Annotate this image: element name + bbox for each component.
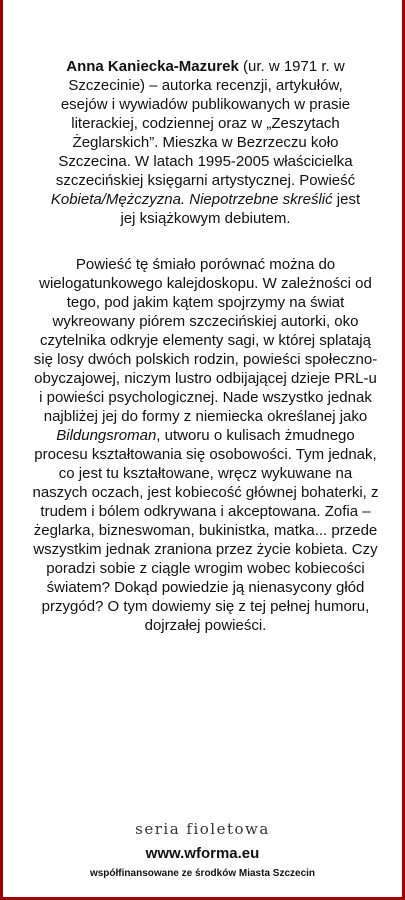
book-description [31, 255, 380, 635]
series-name: seria fioletowa [135, 820, 270, 838]
author-name: Anna Kaniecka-Mazurek [66, 58, 239, 75]
funding-note: współfinansowane ze środków Miasta Szczecin [89, 868, 316, 879]
book-title: Kobieta/Mężczyzna. Niepotrzebne skreślić [50, 191, 333, 208]
publisher-url: www.wforma.eu [145, 845, 260, 862]
description-text-1: Powieść tę śmiało porównać można do wielogatunkowego kalejdoskopu. W zależności od tego, pod jakim kątem spojrzymy na świat wykreowany piórem szczecińskiej autorki, oko czytelnika odkryje elementy sagi, w której splatają się losy dwóch polskich rodzin, powieści społeczno-obyczajowej, niczym lustro odbijającej dzieje PRL-u i powieści psychologicznej. Nade wszystko jednak najbliżej jej do formy z niemiecka określanej jako [33, 256, 378, 425]
description-text-2: , utworu o kulisach żmudnego procesu kształtowania się osobowości. Tym jednak, co jest tu kształtowane, wręcz wykuwane na naszych oczach, jest kobiecość głównej bohaterki, z trudem i bólem odkrywana i akceptowana. Zofia – żeglarka, bizneswoman, bukinistka, matka... przede wszystkim jednak zraniona przez życie kobieta. Czy poradzi sobie z ciągle wrogim wobec kobiecości światem? Dokąd powiedzie ją nienasycony głód przygód? O tym dowiemy się z tej pełnej humoru, dojrzałej powieści. [32, 427, 379, 634]
author-bio [45, 57, 366, 228]
bio-text-1: (ur. w 1971 r. w Szczecinie) – autorka recenzji, artykułów, esejów i wywiadów publikowanych w prasie literackiej, codziennej oraz w „Zeszytach Żeglarskich”. Mieszka w Bezrzeczu koło Szczecina. W latach 1995-2005 właścicielka szczecińskiej księgarni artystycznej. Powieść [55, 58, 356, 189]
bio-text-2: jest jej książkowym debiutem. [120, 191, 361, 227]
genre-term: Bildungsroman [56, 427, 157, 444]
